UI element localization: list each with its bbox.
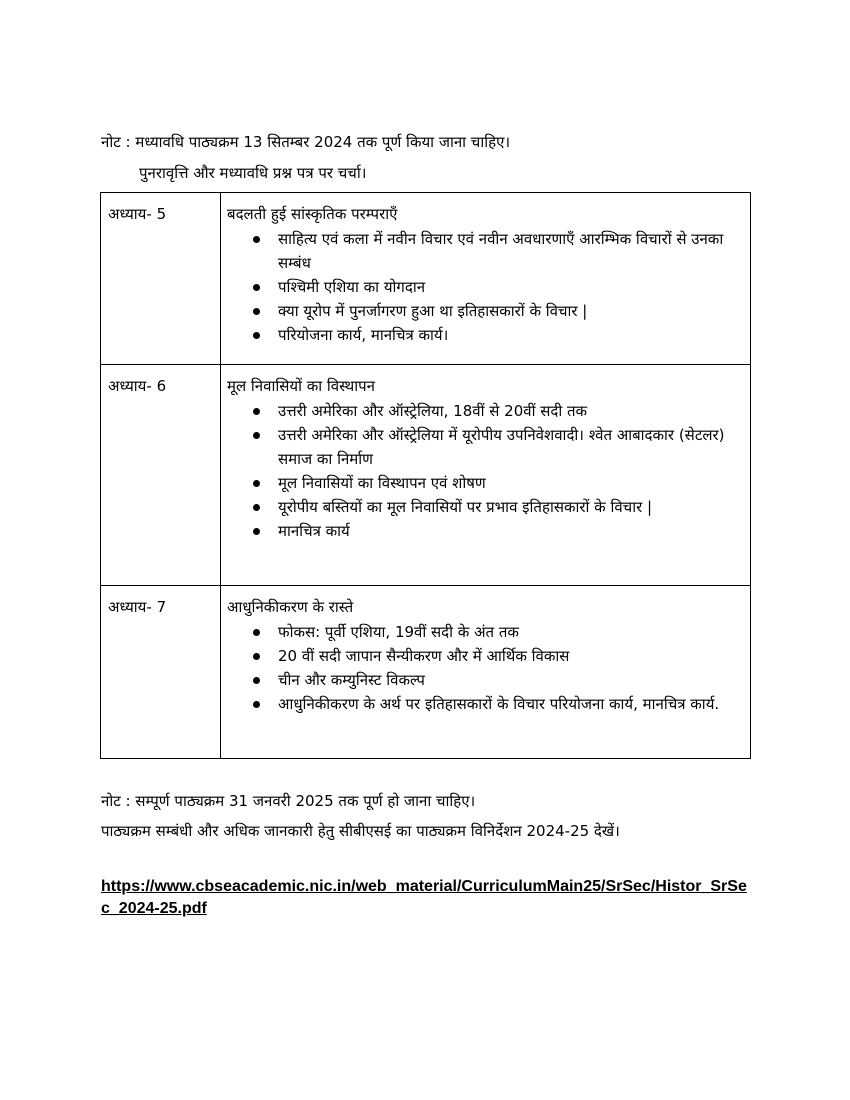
more-info-text: पाठ्यक्रम सम्बंधी और अधिक जानकारी हेतु सीबीएसई का पाठ्यक्रम विनिर्देशन 2024-25 देखें। xyxy=(101,822,620,840)
bullet-icon xyxy=(253,677,260,684)
chapter-title: बदलती हुई सांस्कृतिक परम्पराएँ xyxy=(227,205,398,223)
bullet-icon xyxy=(253,236,260,243)
topic-text: साहित्य एवं कला में नवीन विचार एवं नवीन अवधारणाएँ आरम्भिक विचारों से उनका सम्बंध xyxy=(278,230,724,272)
revision-note: पुनरावृत्ति और मध्यावधि प्रश्न पत्र पर चर्चा। xyxy=(139,164,367,182)
bullet-icon xyxy=(253,308,260,315)
list-item xyxy=(278,399,742,423)
bullet-icon xyxy=(253,629,260,636)
list-item xyxy=(278,471,742,495)
list-item xyxy=(278,275,742,299)
full-syllabus-note: नोट : सम्पूर्ण पाठ्यक्रम 31 जनवरी 2025 तक पूर्ण हो जाना चाहिए। xyxy=(101,792,476,810)
chapter-label: अध्याय- 5 xyxy=(101,193,221,365)
topic-text: फोकस: पूर्वी एशिया, 19वीं सदी के अंत तक xyxy=(278,623,519,641)
list-item xyxy=(278,299,742,323)
topic-text: मानचित्र कार्य xyxy=(278,522,350,540)
chapter-label: अध्याय- 7 xyxy=(101,586,221,759)
list-item xyxy=(278,495,742,519)
bullet-icon xyxy=(253,408,260,415)
list-item xyxy=(278,668,742,692)
topic-text: क्या यूरोप में पुनर्जागरण हुआ था इतिहासकारों के विचार | xyxy=(278,302,588,320)
bullet-icon xyxy=(253,701,260,708)
topic-text: पश्चिमी एशिया का योगदान xyxy=(278,278,426,296)
chapter-content xyxy=(221,365,751,586)
topic-text: उत्तरी अमेरिका और ऑस्ट्रेलिया, 18वीं से 20वीं सदी तक xyxy=(278,402,588,420)
table-row xyxy=(101,586,751,759)
topic-text: परियोजना कार्य, मानचित्र कार्य। xyxy=(278,326,449,344)
list-item xyxy=(278,519,742,543)
list-item xyxy=(278,323,742,347)
table-row xyxy=(101,193,751,365)
list-item xyxy=(278,227,742,275)
table-row xyxy=(101,365,751,586)
topic-text: आधुनिकीकरण के अर्थ पर इतिहासकारों के विचार परियोजना कार्य, मानचित्र कार्य. xyxy=(278,695,720,713)
curriculum-link[interactable]: https://www.cbseacademic.nic.in/web_material/CurriculumMain25/SrSec/Histor_SrSec_2024-25.pdf xyxy=(101,878,747,917)
topic-text: 20 वीं सदी जापान सैन्यीकरण और में आर्थिक विकास xyxy=(278,647,570,665)
topic-text: यूरोपीय बस्तियों का मूल निवासियों पर प्रभाव इतिहासकारों के विचार | xyxy=(278,498,653,516)
chapter-content xyxy=(221,193,751,365)
list-item xyxy=(278,644,742,668)
bullet-icon xyxy=(253,528,260,535)
list-item xyxy=(278,620,742,644)
topic-list xyxy=(227,399,742,543)
list-item xyxy=(278,423,742,471)
topic-text: मूल निवासियों का विस्थापन एवं शोषण xyxy=(278,474,486,492)
chapter-title: मूल निवासियों का विस्थापन xyxy=(227,377,375,395)
bullet-icon xyxy=(253,653,260,660)
bullet-icon xyxy=(253,480,260,487)
chapter-label: अध्याय- 6 xyxy=(101,365,221,586)
topic-list xyxy=(227,620,742,716)
topic-list xyxy=(227,227,742,347)
topic-text: उत्तरी अमेरिका और ऑस्ट्रेलिया में यूरोपीय उपनिवेशवादी। श्वेत आबादकार (सेटलर) समाज का निर्माण xyxy=(278,426,725,468)
list-item xyxy=(278,692,742,716)
bullet-icon xyxy=(253,432,260,439)
bullet-icon xyxy=(253,284,260,291)
topic-text: चीन और कम्युनिस्ट विकल्प xyxy=(278,671,425,689)
chapter-content xyxy=(221,586,751,759)
bullet-icon xyxy=(253,504,260,511)
syllabus-table xyxy=(100,192,751,759)
chapter-title: आधुनिकीकरण के रास्ते xyxy=(227,598,354,616)
bullet-icon xyxy=(253,332,260,339)
midterm-note: नोट : मध्यावधि पाठ्यक्रम 13 सितम्बर 2024 तक पूर्ण किया जाना चाहिए। xyxy=(101,133,511,151)
